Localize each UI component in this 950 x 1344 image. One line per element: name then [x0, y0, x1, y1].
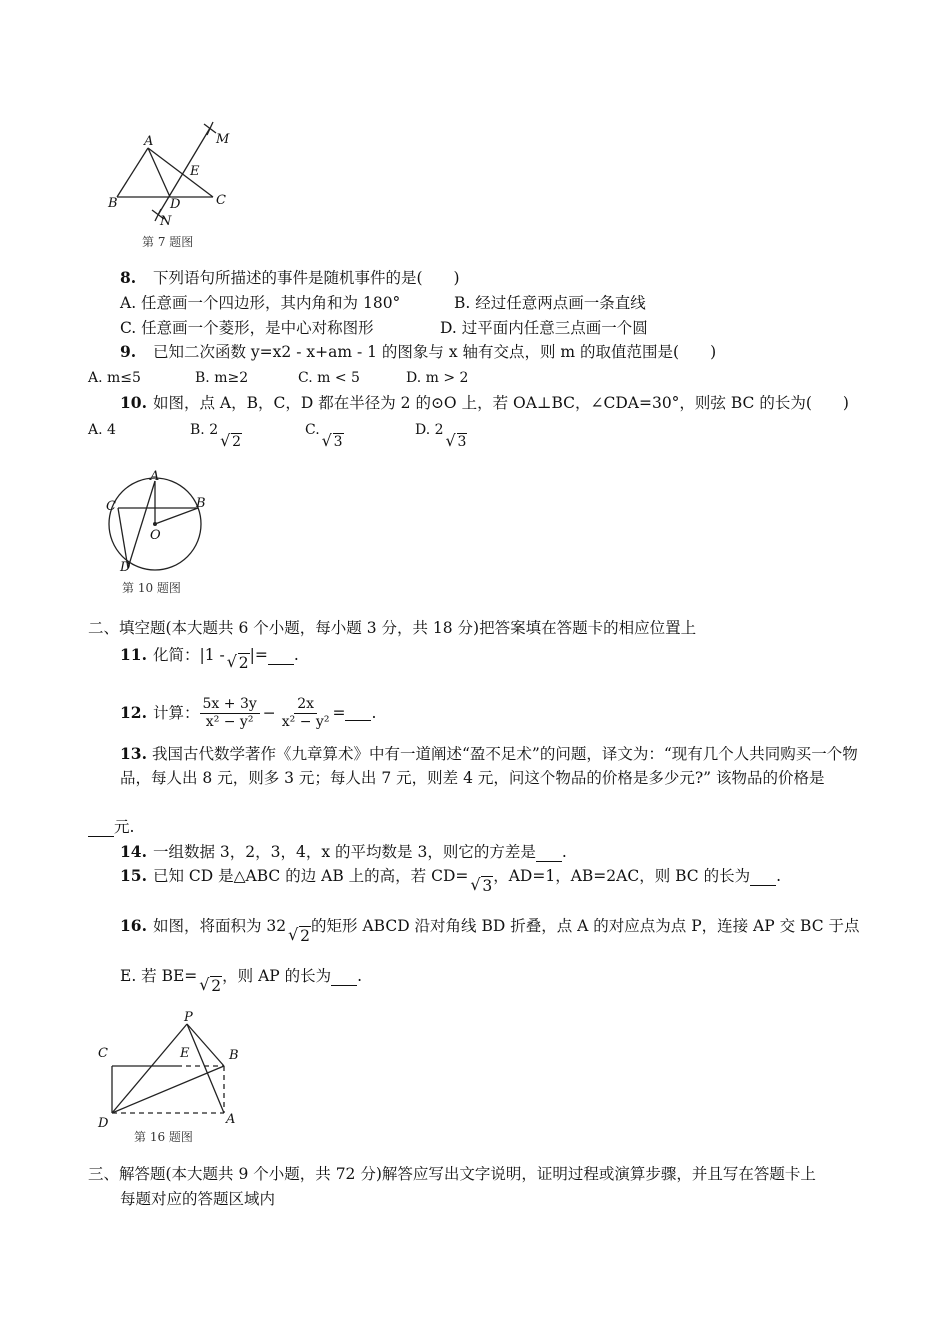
q8-option-c: C. 任意画一个菱形，是中心对称图形: [120, 319, 374, 337]
fig10-label-A: A: [150, 469, 160, 484]
q10-option-b-coef: B. 2: [190, 422, 219, 438]
q16-line1: [153, 916, 860, 945]
fig7-label-B: B: [108, 196, 118, 211]
q14-text: 一组数据 3，2，3，4，x 的平均数是 3，则它的方差是: [153, 843, 536, 861]
q9-stem: 已知二次函数 y=x2 - x+am - 1 的图象与 x 轴有交点，则 m 的取值范围是( ): [153, 343, 717, 361]
q11-answer-blank: [268, 650, 294, 665]
section-3-title: 三、解答题(本大题共 9 个小题，共 72 分)解答应写出文字说明，证明过程或演算步骤，并且写在答题卡上: [88, 1165, 816, 1183]
q11-number: 11.: [120, 645, 147, 664]
q8-stem: 下列语句所描述的事件是随机事件的是( ): [153, 269, 460, 287]
q11-radical: √ 2: [226, 652, 249, 672]
fig7-label-M: M: [216, 132, 230, 147]
q13-tail: [88, 817, 134, 837]
q14-number: 14.: [120, 842, 147, 861]
q12-fraction-2: $\frac{2x}{\text{x² − y²}}$: [281, 695, 330, 730]
q10-option-c: [305, 420, 344, 450]
q12-minus: −: [262, 704, 276, 722]
q16-radical: √ 2: [288, 925, 311, 945]
q15-suffix: ，AD=1，AB=2AC，则 BC 的长为: [493, 867, 751, 885]
q10-option-d: [415, 420, 467, 450]
fig7-label-C: C: [216, 193, 226, 208]
q10-option-b-radical: √ 2: [220, 431, 242, 450]
q10-stem: 如图，点 A，B，C，D 都在半径为 2 的⊙O 上，若 OA⊥BC，∠CDA=30°，则弦 BC 的长为( ): [153, 394, 849, 412]
q16-line2: E. 若 BE= √ 2，则 AP 的长为 .: [120, 967, 363, 995]
fig7-label-D: D: [170, 197, 181, 212]
q12-suffix: =: [332, 704, 346, 722]
fig16-label-B: B: [229, 1048, 239, 1063]
q12-body: 计算： $\frac{5x + 3y}{\text{x² − y²}}$ − $\frac{2x}{\text{x² − y²}}$ = .: [153, 695, 377, 730]
q10-option-b: [190, 420, 242, 450]
q14-answer-blank: [536, 847, 562, 862]
q16-line2-suffix: ，则 AP 的长为: [222, 967, 332, 985]
fig16-label-A: A: [226, 1112, 236, 1127]
q11-suffix: |=: [249, 646, 268, 664]
fig16-label-D: D: [98, 1116, 109, 1131]
q10-option-a: A. 4: [88, 422, 116, 438]
q16-prefix: 如图，将面积为 32: [153, 917, 287, 935]
fig16-caption: 第 16 题图: [134, 1130, 193, 1144]
q15-body: 已知 CD 是△ABC 的边 AB 上的高，若 CD= √ 3，AD=1，AB=2AC，则 BC 的长为 .: [153, 867, 782, 895]
fig7-label-N: N: [160, 214, 172, 229]
q8-option-b: B. 经过任意两点画一条直线: [454, 294, 646, 312]
figure-q7: [100, 120, 250, 255]
q15-answer-blank: [750, 871, 776, 886]
q15-radical: √ 3: [470, 875, 493, 895]
q16-suffix: 的矩形 ABCD 沿对角线 BD 折叠，点 A 的对应点为点 P，连接 AP 交 BC 于点: [311, 917, 860, 935]
q9-option-a: A. m≤5: [88, 370, 141, 386]
q8-number: 8.: [120, 268, 137, 287]
figure-q16: [92, 1010, 252, 1150]
q9-number: 9.: [120, 342, 137, 361]
figure-q10: [98, 468, 228, 598]
q13-text: 我国古代数学著作《九章算术》中有一道阐述“盈不足术”的问题，译文为：“现有几个人共同购买一个物品，每人出 8 元，则多 3 元；每人出 7 元，则差 4 元，问这个物品的价格是多少元?” 该物品的价格是: [120, 745, 858, 787]
q16-number: 16.: [120, 916, 147, 935]
q15-number: 15.: [120, 866, 147, 885]
q15-prefix: 已知 CD 是△ABC 的边 AB 上的高，若 CD=: [153, 867, 469, 885]
q10-option-c-label: C.: [305, 422, 320, 438]
fig10-label-C: C: [106, 499, 116, 514]
q12-prefix: 计算：: [153, 704, 200, 722]
q12-fraction-1: $\frac{5x + 3y}{\text{x² − y²}}$: [200, 696, 260, 731]
q9-option-d: D. m > 2: [406, 370, 469, 386]
q11-prefix: 化简：|1 -: [153, 646, 225, 664]
q10-option-d-coef: D. 2: [415, 422, 444, 438]
fig7-caption: 第 7 题图: [142, 235, 194, 249]
q16-answer-blank: [331, 971, 357, 986]
fig10-label-B: B: [196, 496, 206, 511]
q8-option-a: A. 任意画一个四边形，其内角和为 180°: [120, 294, 401, 312]
q9-option-c: C. m < 5: [298, 370, 360, 386]
q12-answer-blank: [345, 706, 371, 721]
fig16-label-E: E: [180, 1046, 190, 1061]
section-2-title: 二、填空题(本大题共 6 个小题，每小题 3 分，共 18 分)把答案填在答题卡的相应位置上: [88, 619, 697, 637]
fig10-label-D: D: [120, 560, 131, 575]
fig10-caption: 第 10 题图: [122, 581, 181, 595]
q8-option-d: D. 过平面内任意三点画一个圆: [440, 319, 648, 337]
q10-option-d-radical: √ 3: [445, 431, 467, 450]
fig7-label-E: E: [190, 164, 200, 179]
fig16-label-C: C: [98, 1046, 108, 1061]
q12-number: 12.: [120, 703, 147, 722]
section-3-title-line2: 每题对应的答题区域内: [120, 1190, 276, 1208]
q10-number: 10.: [120, 393, 147, 412]
q13-tail-text: 元.: [114, 818, 135, 836]
q16-line2-prefix: E. 若 BE=: [120, 967, 198, 985]
fig7-label-A: A: [144, 134, 154, 149]
q9-option-b: B. m≥2: [195, 370, 249, 386]
q14-body: 一组数据 3，2，3，4，x 的平均数是 3，则它的方差是 .: [153, 843, 567, 861]
q13-number: 13.: [120, 744, 147, 763]
fig16-label-P: P: [184, 1010, 193, 1025]
q13-answer-blank: [88, 822, 114, 837]
fig10-label-O: O: [150, 528, 161, 543]
q11-body: 化简：|1 - √ 2|= .: [153, 646, 299, 672]
q16-line2-radical: √ 2: [199, 975, 222, 995]
q10-option-c-radical: √ 3: [321, 431, 343, 450]
